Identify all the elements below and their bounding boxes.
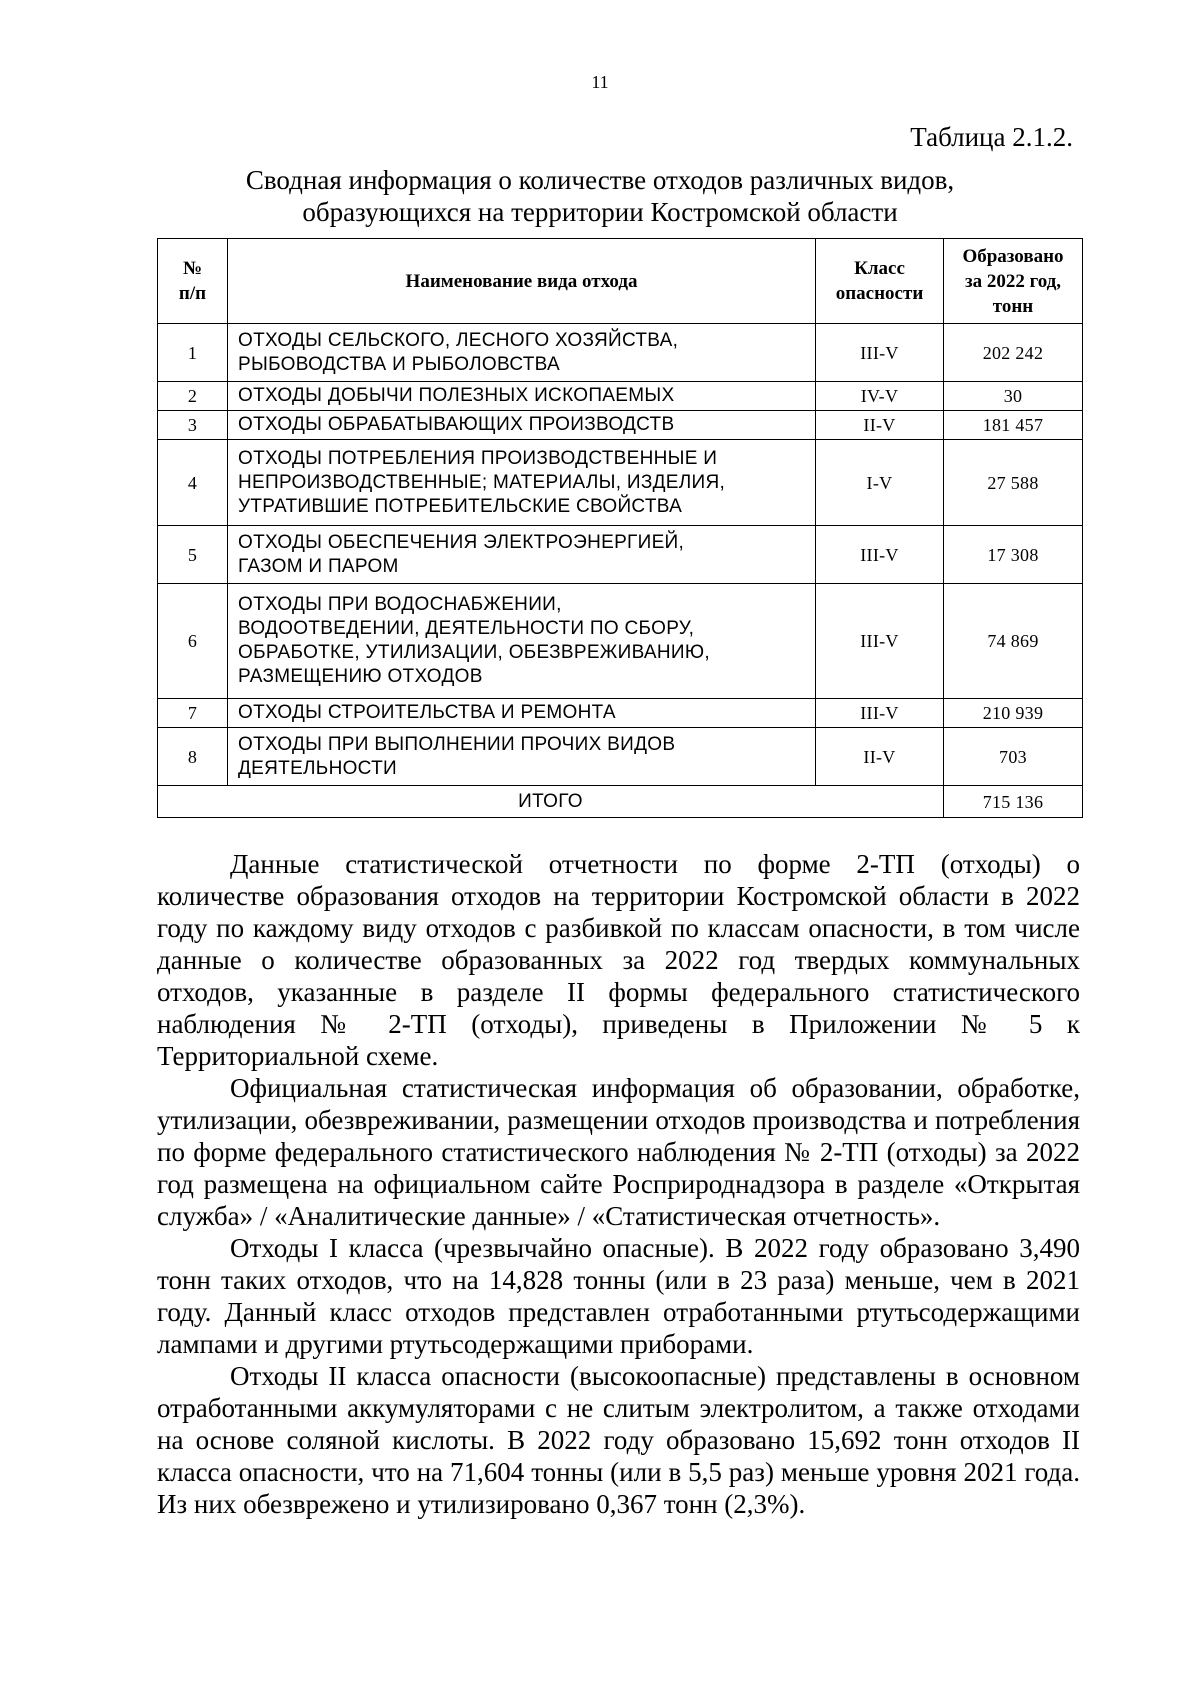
row-number: 1 bbox=[158, 324, 228, 382]
waste-name-line: УТРАТИВШИЕ ПОТРЕБИТЕЛЬСКИЕ СВОЙСТВА bbox=[238, 495, 683, 517]
row-hazard-class: IV-V bbox=[816, 382, 944, 411]
row-waste-name bbox=[228, 526, 816, 584]
waste-name-line: ОТХОДЫ СЕЛЬСКОГО, ЛЕСНОГО ХОЗЯЙСТВА, bbox=[238, 329, 679, 351]
row-hazard-class: III-V bbox=[816, 584, 944, 699]
waste-name-line: ОТХОДЫ ПОТРЕБЛЕНИЯ ПРОИЗВОДСТВЕННЫЕ И bbox=[238, 447, 718, 469]
waste-name-line: ОТХОДЫ ДОБЫЧИ ПОЛЕЗНЫХ ИСКОПАЕМЫХ bbox=[238, 385, 675, 406]
row-waste-name bbox=[228, 382, 816, 411]
paragraph: Данные статистической отчетности по форме 2-ТП (отходы) о количестве образования отходов на территории Костромской области в 2022 году по каждому виду отходов с разбивкой по классам опасности, в том числе данные о количестве образованных за 2022 год твердых коммунальных отходов, указанные в разделе II формы федерального статистического наблюдения № 2-ТП (отходы), приведены в Приложении № 5 к Территориальной схеме. bbox=[157, 849, 1080, 1071]
waste-name-line: ГАЗОМ И ПАРОМ bbox=[238, 555, 399, 577]
paragraph: Официальная статистическая информация об образовании, обработке, утилизации, обезвреживании, размещении отходов производства и потребления по форме федерального статистического наблюдения № 2-ТП (отходы) за 2022 год размещена на официальном сайте Росприроднадзора в разделе «Открытая служба» / «Аналитические данные» / «Статистическая отчетность». bbox=[157, 1073, 1080, 1231]
table-row bbox=[158, 440, 1083, 526]
row-hazard-class: II-V bbox=[816, 411, 944, 440]
row-number: 6 bbox=[158, 584, 228, 699]
row-number: 5 bbox=[158, 526, 228, 584]
waste-name-line: ОТХОДЫ ОБРАБАТЫВАЮЩИХ ПРОИЗВОДСТВ bbox=[238, 414, 675, 435]
row-amount: 30 bbox=[944, 382, 1083, 411]
waste-name-line: ОБРАБОТКЕ, УТИЛИЗАЦИИ, ОБЕЗВРЕЖИВАНИЮ, bbox=[238, 642, 710, 663]
row-amount: 27 588 bbox=[944, 440, 1083, 526]
row-hazard-class: III-V bbox=[816, 699, 944, 728]
row-waste-name bbox=[228, 411, 816, 440]
table-row bbox=[158, 382, 1083, 411]
table-body bbox=[158, 324, 1083, 786]
total-amount: 715 136 bbox=[944, 786, 1083, 818]
row-amount: 181 457 bbox=[944, 411, 1083, 440]
header-number: № п/п bbox=[158, 239, 228, 324]
table-caption bbox=[150, 164, 1050, 228]
table-row bbox=[158, 584, 1083, 699]
caption-line: образующихся на территории Костромской области bbox=[302, 197, 898, 227]
row-waste-name bbox=[228, 440, 816, 526]
header-amount: Образовано за 2022 год, тонн bbox=[944, 239, 1083, 324]
header-hazard-class: Класс опасности bbox=[816, 239, 944, 324]
row-hazard-class: I-V bbox=[816, 440, 944, 526]
row-amount: 17 308 bbox=[944, 526, 1083, 584]
table-row bbox=[158, 324, 1083, 382]
waste-name-line: РАЗМЕЩЕНИЮ ОТХОДОВ bbox=[238, 666, 483, 687]
table-row bbox=[158, 526, 1083, 584]
row-waste-name bbox=[228, 699, 816, 728]
row-waste-name bbox=[228, 584, 816, 699]
row-hazard-class: II-V bbox=[816, 728, 944, 786]
row-amount: 703 bbox=[944, 728, 1083, 786]
row-amount: 202 242 bbox=[944, 324, 1083, 382]
row-hazard-class: III-V bbox=[816, 324, 944, 382]
waste-summary-table bbox=[157, 238, 1083, 818]
body-text bbox=[157, 848, 1080, 1520]
table-header-row bbox=[158, 239, 1083, 324]
row-number: 8 bbox=[158, 728, 228, 786]
table-row bbox=[158, 728, 1083, 786]
row-number: 4 bbox=[158, 440, 228, 526]
waste-name-line: НЕПРОИЗВОДСТВЕННЫЕ; МАТЕРИАЛЫ, ИЗДЕЛИЯ, bbox=[238, 471, 726, 493]
table-label: Таблица 2.1.2. bbox=[910, 122, 1073, 152]
paragraph: Отходы II класса опасности (высокоопасные) представлены в основном отработанными аккумуляторами с не слитым электролитом, а также отходами на основе соляной кислоты. В 2022 году образовано 15,692 тонн отходов II класса опасности, что на 71,604 тонны (или в 5,5 раз) меньше уровня 2021 года. Из них обезврежено и утилизировано 0,367 тонн (2,3%). bbox=[157, 1361, 1080, 1519]
table-row bbox=[158, 411, 1083, 440]
row-number: 3 bbox=[158, 411, 228, 440]
row-waste-name bbox=[228, 728, 816, 786]
row-amount: 210 939 bbox=[944, 699, 1083, 728]
caption-line: Сводная информация о количестве отходов различных видов, bbox=[245, 165, 955, 195]
table-total-row bbox=[158, 786, 1083, 818]
row-hazard-class: III-V bbox=[816, 526, 944, 584]
paragraph: Отходы I класса (чрезвычайно опасные). В 2022 году образовано 3,490 тонн таких отходов, что на 14,828 тонны (или в 23 раза) меньше, чем в 2021 году. Данный класс отходов представлен отработанными ртутьсодержащими лампами и другими ртутьсодержащими приборами. bbox=[157, 1233, 1080, 1359]
waste-name-line: ОТХОДЫ ПРИ ВЫПОЛНЕНИИ ПРОЧИХ ВИДОВ bbox=[238, 733, 676, 755]
header-waste-name: Наименование вида отхода bbox=[228, 239, 816, 324]
waste-name-line: ОТХОДЫ ПРИ ВОДОСНАБЖЕНИИ, bbox=[238, 594, 562, 615]
waste-name-line: ВОДООТВЕДЕНИИ, ДЕЯТЕЛЬНОСТИ ПО СБОРУ, bbox=[238, 618, 695, 639]
row-number: 7 bbox=[158, 699, 228, 728]
page-number: 11 bbox=[591, 72, 609, 92]
row-amount: 74 869 bbox=[944, 584, 1083, 699]
row-number: 2 bbox=[158, 382, 228, 411]
waste-name-line: ДЕЯТЕЛЬНОСТИ bbox=[238, 757, 397, 779]
waste-name-line: ОТХОДЫ СТРОИТЕЛЬСТВА И РЕМОНТА bbox=[238, 702, 616, 723]
row-waste-name bbox=[228, 324, 816, 382]
table-row bbox=[158, 699, 1083, 728]
waste-name-line: РЫБОВОДСТВА И РЫБОЛОВСТВА bbox=[238, 353, 560, 375]
waste-name-line: ОТХОДЫ ОБЕСПЕЧЕНИЯ ЭЛЕКТРОЭНЕРГИЕЙ, bbox=[238, 531, 685, 553]
total-label: ИТОГО bbox=[158, 786, 944, 818]
